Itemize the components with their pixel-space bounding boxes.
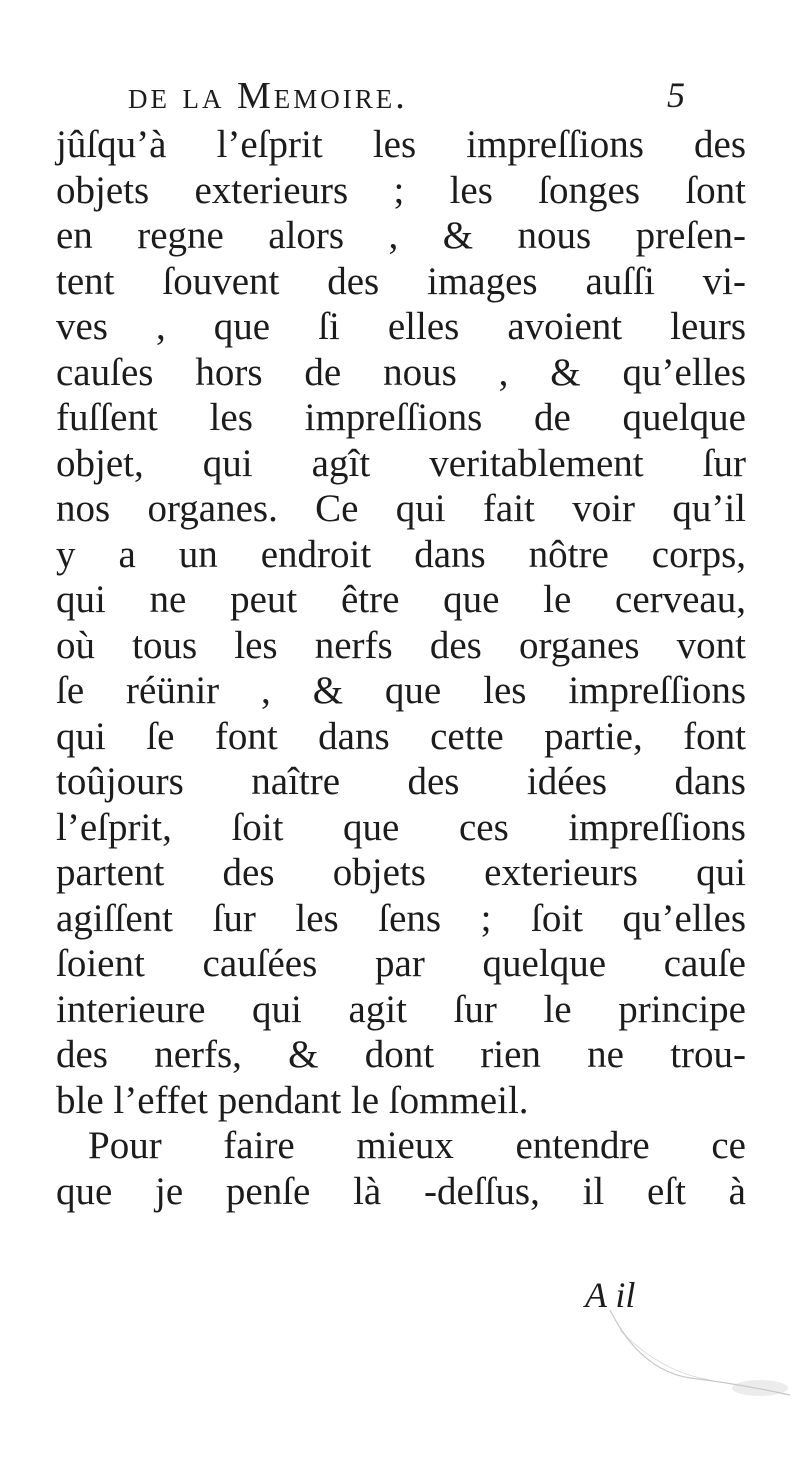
text-line: y a un endroit dans nôtre corps, (56, 532, 746, 576)
text-line: ſoient cauſées par quelque cauſe (56, 942, 746, 985)
text-line: interieure qui agit ſur le principe (56, 987, 746, 1031)
running-header (128, 74, 688, 120)
text-line: partent des objets exterieurs qui (56, 851, 746, 894)
text-line: en regne alors , & nous preſen- (56, 214, 746, 257)
text-line: cauſes hors de nous , & qu’elles (56, 350, 746, 394)
text-line: toûjours naître des idées dans (56, 760, 746, 803)
text-line: l’eſprit, ſoit que ces impreſſions (56, 805, 746, 849)
body-text (56, 122, 746, 1214)
text-line: fuſſent les impreſſions de quelque (56, 396, 746, 439)
text-line: des nerfs, & dont rien ne trou- (56, 1033, 746, 1076)
text-line: jûſqu’à l’eſprit les impreſſions des (56, 123, 746, 166)
text-line: ble l’effet pendant le ſommeil. (56, 1078, 529, 1122)
text-line: ſe réünir , & que les impreſſions (56, 669, 746, 712)
catchword: A il (585, 1275, 636, 1315)
text-line: qui ne peut être que le cerveau, (56, 578, 746, 621)
text-line: nos organes. Ce qui fait voir qu’il (56, 487, 746, 530)
text-line: ves , que ſi elles avoient leurs (56, 305, 746, 348)
text-line: tent ſouvent des images auſſi vi- (56, 259, 746, 303)
running-title: de la Memoire. (128, 75, 408, 117)
page-number: 5 (667, 75, 688, 115)
text-line: agiſſent ſur les ſens ; ſoit qu’elles (56, 896, 746, 940)
text-line: qui ſe font dans cette partie, font (56, 714, 746, 758)
text-line: objets exterieurs ; les ſonges ſont (56, 168, 746, 212)
paragraph-first-line: Pour faire mieux entendre ce (88, 1124, 746, 1167)
text-line: que je penſe là -deſſus, il eſt à (56, 1169, 746, 1213)
text-line: objet, qui agît veritablement ſur (56, 441, 746, 485)
text-line: où tous les nerfs des organes vont (56, 623, 746, 667)
